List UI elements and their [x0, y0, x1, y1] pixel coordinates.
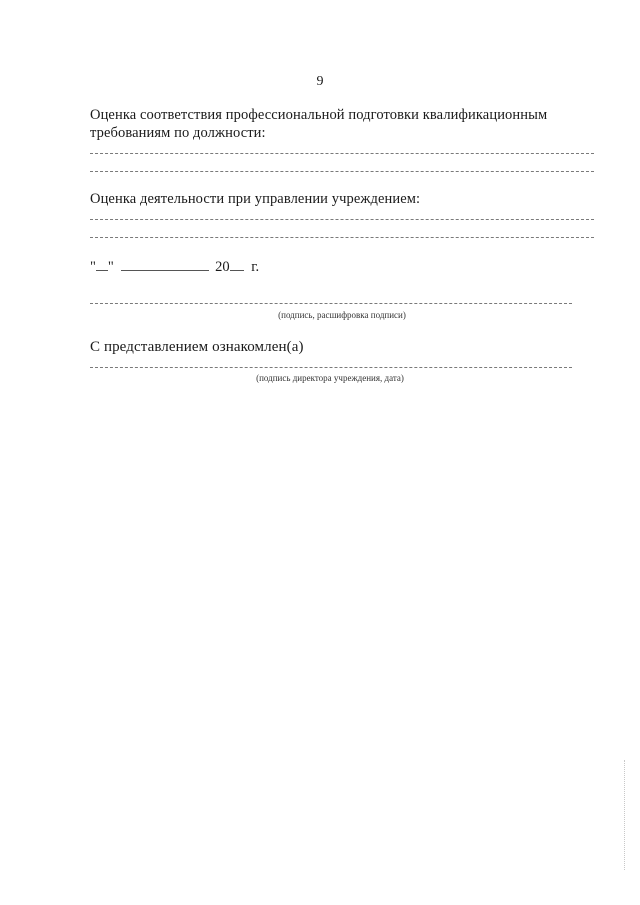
year-prefix: 20 [215, 259, 230, 275]
month-blank[interactable] [121, 258, 209, 271]
qualification-heading-line-2: требованиям по должности: [90, 125, 266, 141]
date-open-quote: " [90, 259, 96, 275]
signature-caption: (подпись, расшифровка подписи) [278, 310, 406, 320]
qualification-answer-line-1[interactable] [90, 153, 594, 154]
date-row [90, 258, 259, 276]
date-close-quote: " [107, 259, 114, 275]
year-suffix: г. [251, 259, 260, 275]
acknowledgement-label: С представлением ознакомлен(а) [90, 339, 304, 355]
director-signature-caption: (подпись директора учреждения, дата) [256, 373, 404, 383]
qualification-heading-line-1: Оценка соответствия профессиональной подготовки квалификационным [90, 107, 548, 123]
page-number: 9 [316, 74, 324, 89]
year-blank[interactable] [230, 258, 244, 271]
scan-edge-marks [624, 760, 629, 870]
management-answer-line-2[interactable] [90, 237, 594, 238]
signature-line[interactable] [90, 303, 572, 304]
qualification-answer-line-2[interactable] [90, 171, 594, 172]
management-heading: Оценка деятельности при управлении учреждением: [90, 191, 421, 207]
director-signature-line[interactable] [90, 367, 572, 368]
management-answer-line-1[interactable] [90, 219, 594, 220]
day-blank[interactable] [96, 258, 108, 271]
